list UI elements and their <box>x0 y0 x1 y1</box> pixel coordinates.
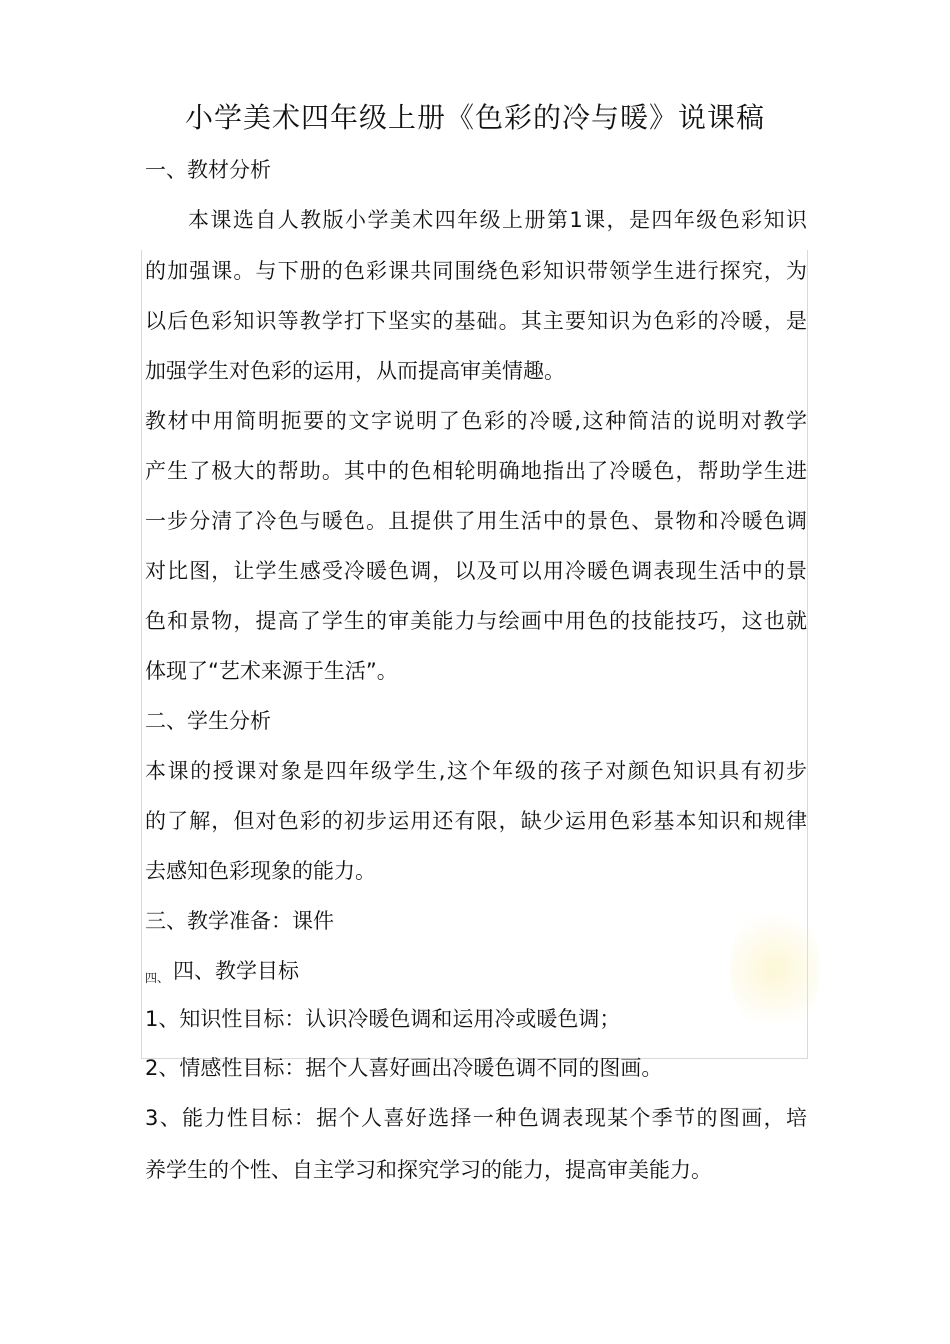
paragraph-line: 的了解，但对色彩的初步运用还有限，缺少运用色彩基本知识和规律 <box>145 809 807 833</box>
section-heading-materials: 一、教材分析 <box>145 158 271 182</box>
section-heading-goals: 四、教学目标 <box>173 959 300 983</box>
section-heading-students: 二、学生分析 <box>145 709 271 733</box>
paragraph-line: 产生了极大的帮助。其中的色相轮明确地指出了冷暖色，帮助学生进 <box>145 459 807 483</box>
paragraph-line: 本课选自人教版小学美术四年级上册第1课，是四年级色彩知识 <box>188 208 807 232</box>
paragraph-line: 的加强课。与下册的色彩课共同围绕色彩知识带领学生进行探究，为 <box>145 259 807 283</box>
paragraph-line: 体现了“艺术来源于生活”。 <box>145 659 398 683</box>
goal-item: 养学生的个性、自主学习和探究学习的能力，提高审美能力。 <box>145 1158 712 1182</box>
goal-item: 2、情感性目标：据个人喜好画出冷暖色调不同的图画。 <box>145 1056 663 1080</box>
section-heading-goals-row <box>145 956 807 989</box>
paragraph-line: 对比图，让学生感受冷暖色调，以及可以用冷暖色调表现生活中的景 <box>145 559 807 583</box>
paragraph-line: 色和景物，提高了学生的审美能力与绘画中用色的技能技巧，这也就 <box>145 609 807 633</box>
goal-item: 1、知识性目标：认识冷暖色调和运用冷或暖色调； <box>145 1007 621 1031</box>
document-title: 小学美术四年级上册《色彩的冷与暖》说课稿 <box>184 101 765 134</box>
paragraph-line: 教材中用简明扼要的文字说明了色彩的冷暖,这种简洁的说明对教学 <box>145 409 807 433</box>
goal-item: 3、能力性目标：据个人喜好选择一种色调表现某个季节的图画，培 <box>145 1106 807 1130</box>
section-heading-preparation: 三、教学准备：课件 <box>145 909 334 933</box>
paragraph-line: 一步分清了冷色与暖色。且提供了用生活中的景色、景物和冷暖色调 <box>145 509 807 533</box>
paragraph-line: 以后色彩知识等教学打下坚实的基础。其主要知识为色彩的冷暖，是 <box>145 309 807 333</box>
paragraph-line: 本课的授课对象是四年级学生,这个年级的孩子对颜色知识具有初步 <box>145 759 807 783</box>
list-marker-small: 四、 <box>145 971 170 985</box>
paragraph-line: 加强学生对色彩的运用，从而提高审美情趣。 <box>145 359 565 383</box>
paragraph-line: 去感知色彩现象的能力。 <box>145 859 376 883</box>
